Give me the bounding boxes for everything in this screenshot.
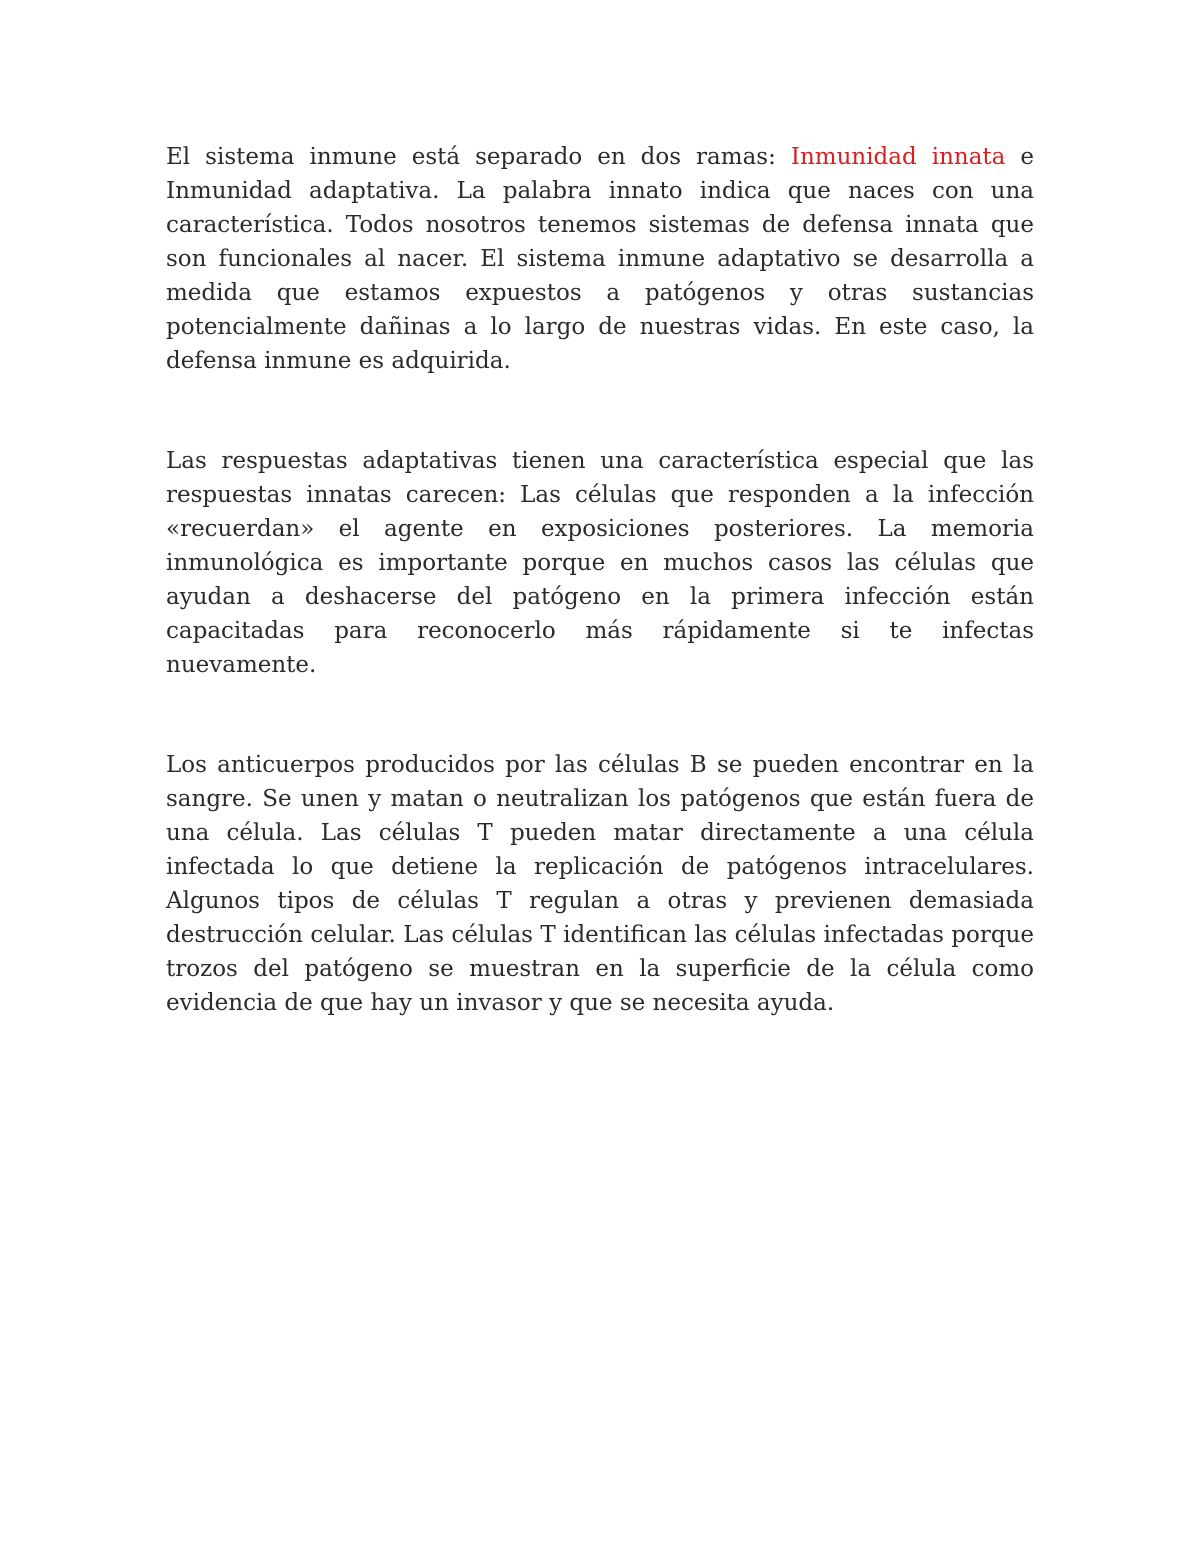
paragraph-antibodies-t-cells: Los anticuerpos producidos por las células B se pueden encontrar en la sangre. Se unen y matan o neutralizan los patógenos que están fuera de una célula. Las células T pueden matar directamente a una célula infectada lo que detiene la replicación de patógenos intracelulares. Algunos tipos de células T regulan a otras y previenen demasiada destrucción celular. Las células T identifican las células infectadas porque trozos del patógeno se muestran en la superficie de la célula como evidencia de que hay un invasor y que se necesita ayuda. (166, 752, 1034, 1016)
paragraph-1-text-before: El sistema inmune está separado en dos ramas: (166, 144, 791, 170)
paragraph-1-text-after: e Inmunidad adaptativa. La palabra innato indica que naces con una característica. Todos nosotros tenemos sistemas de defensa innata que son funcionales al nacer. El sistema inmune adaptativo se desarrolla a medida que estamos expuestos a patógenos y otras sustancias potencialmente dañinas a lo largo de nuestras vidas. En este caso, la defensa inmune es adquirida. (166, 144, 1034, 374)
paragraph-adaptive-memory: Las respuestas adaptativas tienen una característica especial que las respuestas innatas carecen: Las células que responden a la infección «recuerdan» el agente en exposiciones posteriores. La memoria inmunológica es importante porque en muchos casos las células que ayudan a deshacerse del patógeno en la primera infección están capacitadas para reconocerlo más rápidamente si te infectas nuevamente. (166, 448, 1034, 678)
highlighted-term-innate-immunity: Inmunidad innata (790, 144, 1006, 170)
document-body (166, 140, 1034, 1086)
paragraph-innate-adaptive (166, 140, 1034, 378)
